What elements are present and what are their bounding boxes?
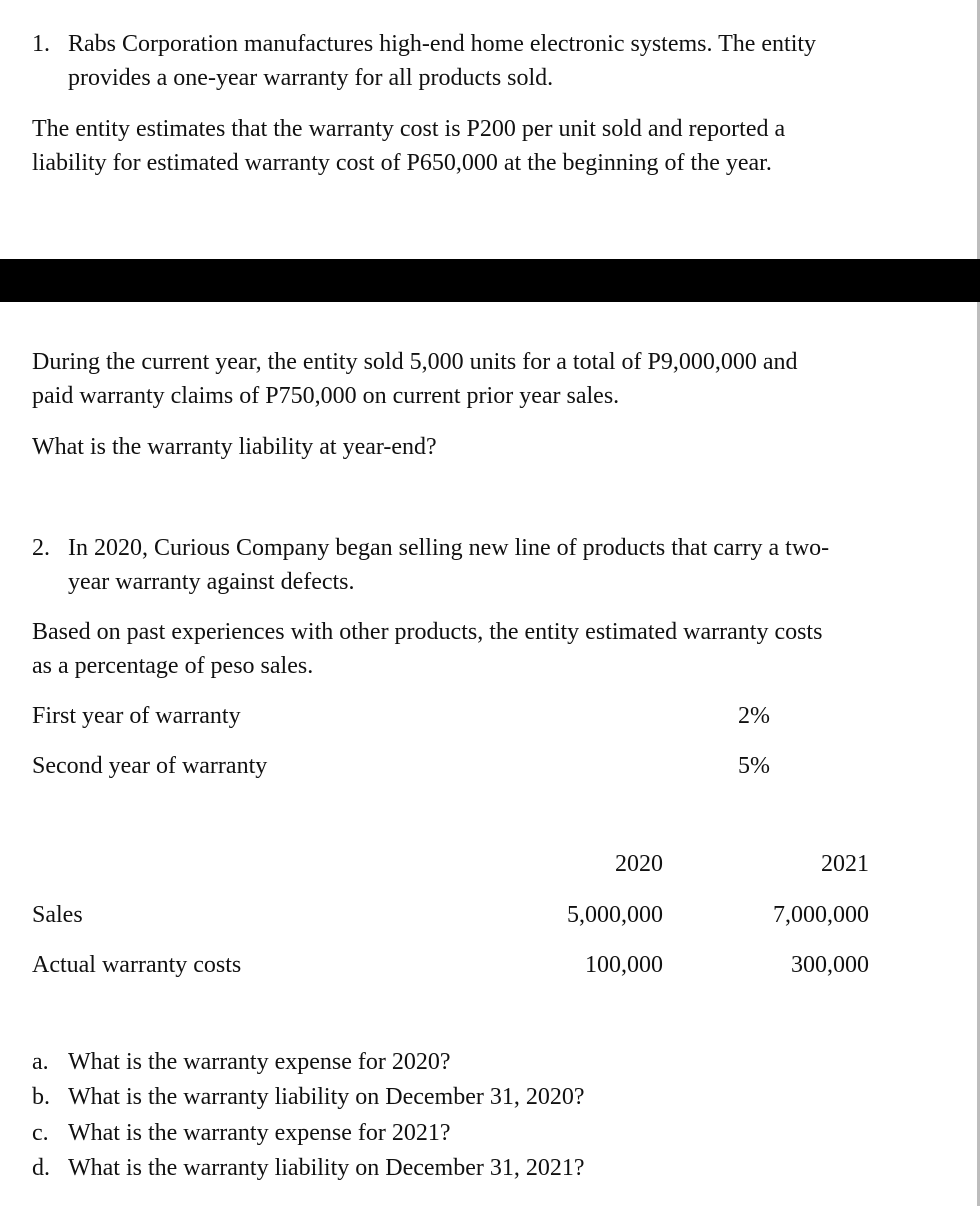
problem-1-intro-line-2: provides a one-year warranty for all products sold.: [68, 65, 554, 91]
problem-1-intro-line-1: 1. Rabs Corporation manufactures high-end home electronic systems. The entity: [32, 27, 816, 61]
question-c-text: What is the warranty expense for 2021?: [68, 1120, 451, 1146]
problem-1-estimate-line-1: The entity estimates that the warranty cost is P200 per unit sold and reported a: [32, 116, 786, 142]
question-a-text: What is the warranty expense for 2020?: [68, 1049, 451, 1075]
problem-1-estimate-line-2: liability for estimated warranty cost of P650,000 at the beginning of the year.: [32, 150, 772, 176]
redaction-bar: [0, 259, 980, 302]
rate-value-second-year: 5%: [738, 753, 770, 779]
question-d-marker: d.: [32, 1155, 50, 1181]
table-cell-actual-costs-2021: 300,000: [791, 952, 869, 978]
problem-1-sales-line-1: During the current year, the entity sold 5,000 units for a total of P9,000,000 and: [32, 349, 798, 375]
table-row-label-actual-costs: Actual warranty costs: [32, 952, 242, 978]
problem-2-intro-line-1: 2. In 2020, Curious Company began selling new line of products that carry a two-: [32, 531, 829, 565]
problem-1-number: 1.: [32, 31, 50, 57]
table-row-label-sales: Sales: [32, 902, 83, 928]
rate-label-second-year: Second year of warranty: [32, 753, 268, 779]
problem-2-basis-line-1: Based on past experiences with other products, the entity estimated warranty costs: [32, 619, 823, 645]
question-b-marker: b.: [32, 1084, 50, 1110]
question-c: [32, 1116, 451, 1150]
question-a-marker: a.: [32, 1049, 49, 1075]
problem-1-question: What is the warranty liability at year-end?: [32, 434, 437, 460]
table-cell-sales-2021: 7,000,000: [773, 902, 869, 928]
question-d: [32, 1151, 585, 1185]
table-cell-sales-2020: 5,000,000: [567, 902, 663, 928]
problem-2-intro-line-2: year warranty against defects.: [68, 569, 355, 595]
question-b-text: What is the warranty liability on December 31, 2020?: [68, 1084, 585, 1110]
question-b: [32, 1080, 585, 1114]
rate-value-first-year: 2%: [738, 703, 770, 729]
question-a: [32, 1045, 451, 1079]
problem-2-basis-line-2: as a percentage of peso sales.: [32, 653, 314, 679]
problem-2-number: 2.: [32, 535, 50, 561]
table-header-2021: 2021: [821, 851, 869, 877]
table-header-2020: 2020: [615, 851, 663, 877]
rate-label-first-year: First year of warranty: [32, 703, 241, 729]
question-d-text: What is the warranty liability on December 31, 2021?: [68, 1155, 585, 1181]
question-c-marker: c.: [32, 1120, 49, 1146]
problem-1-sales-line-2: paid warranty claims of P750,000 on current prior year sales.: [32, 383, 620, 409]
table-cell-actual-costs-2020: 100,000: [585, 952, 663, 978]
